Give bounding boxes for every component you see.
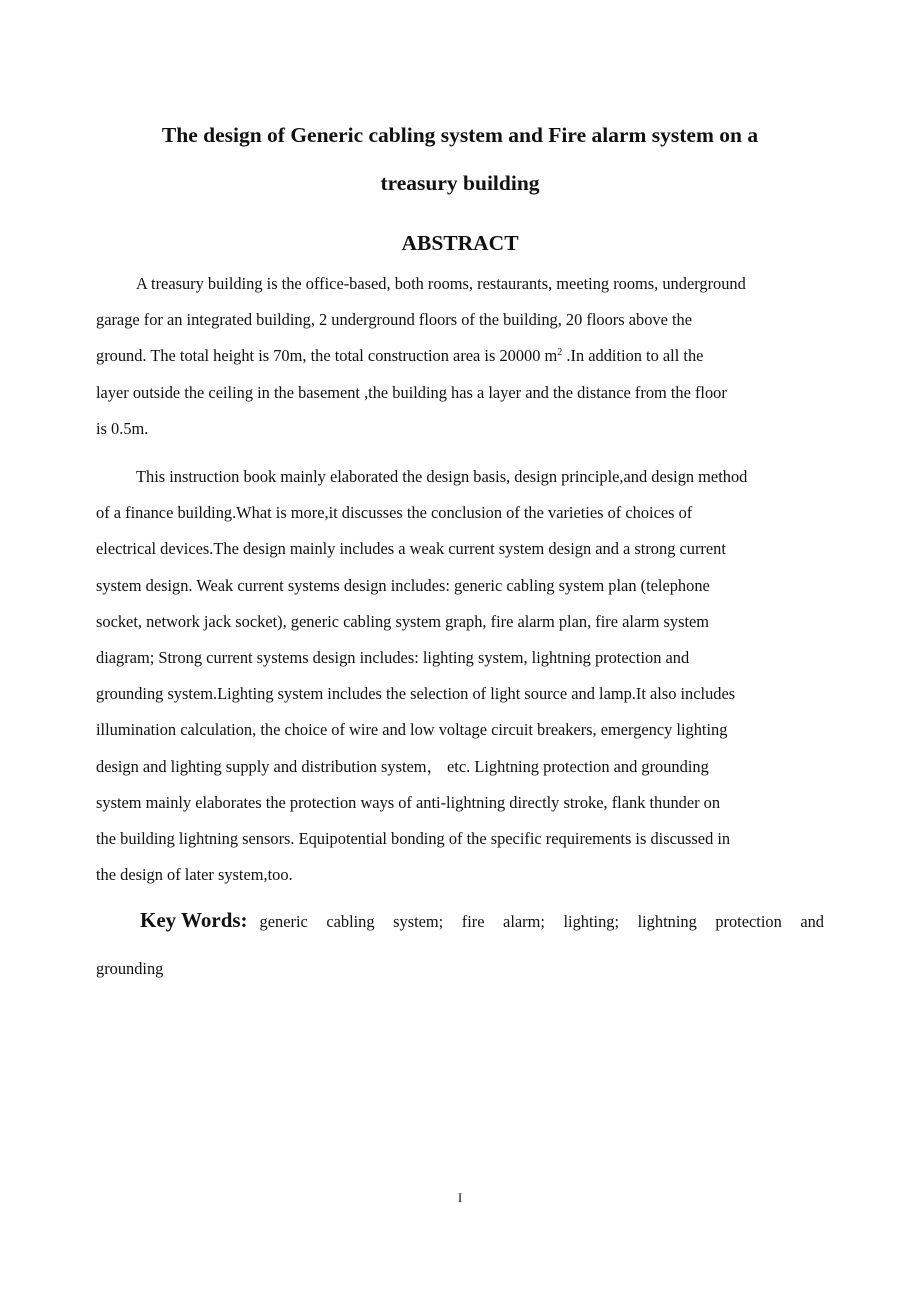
paragraph-line: diagram; Strong current systems design includes: lighting system, lightning protection and — [96, 648, 690, 668]
paragraph-line: This instruction book mainly elaborated the design basis, design principle,and design method — [136, 467, 748, 486]
abstract-paragraph-1 — [96, 266, 824, 447]
paragraph-line: is 0.5m. — [96, 418, 149, 438]
paragraph-line: the design of later system,too. — [96, 865, 293, 885]
paragraph-line: of a finance building.What is more,it discusses the conclusion of the varieties of choices of — [96, 503, 693, 523]
keywords-text-line-2: grounding — [96, 959, 164, 978]
document-title-line-1: The design of Generic cabling system and Fire alarm system on a — [161, 123, 759, 147]
page-number: I — [457, 1190, 463, 1205]
paragraph-line: garage for an integrated building, 2 underground floors of the building, 20 floors above the — [96, 310, 692, 330]
paragraph-line: illumination calculation, the choice of wire and low voltage circuit breakers, emergency lighting — [96, 720, 728, 740]
keywords-text-line-1: generic cabling system; fire alarm; lighting; lightning protection and — [259, 912, 824, 931]
paragraph-line: A treasury building is the office-based, both rooms, restaurants, meeting rooms, underground — [136, 274, 746, 293]
paragraph-line: grounding system.Lighting system includes the selection of light source and lamp.It also includes — [96, 684, 736, 704]
paragraph-line: electrical devices.The design mainly includes a weak current system design and a strong current — [96, 539, 726, 559]
paragraph-line-text: ground. The total height is 70m, the total construction area is 20000 m — [96, 346, 558, 366]
abstract-paragraph-2 — [96, 459, 824, 893]
abstract-heading: ABSTRACT — [401, 231, 519, 255]
paragraph-line: system design. Weak current systems design includes: generic cabling system plan (telephone — [96, 575, 710, 595]
paragraph-line-tail: .In addition to all the — [562, 346, 704, 366]
paragraph-line: the building lightning sensors. Equipotential bonding of the specific requirements is discussed in — [96, 829, 731, 849]
paragraph-line: socket, network jack socket), generic cabling system graph, fire alarm plan, fire alarm system — [96, 611, 710, 631]
keywords-label: Key Words: — [140, 908, 248, 932]
paragraph-line — [96, 338, 824, 374]
paragraph-line: design and lighting supply and distribution system， etc. Lightning protection and grounding — [96, 756, 709, 776]
keywords-section — [96, 908, 824, 988]
superscript-2: 2 — [557, 347, 563, 359]
paragraph-line: system mainly elaborates the protection ways of anti-lightning directly stroke, flank thunder on — [96, 792, 721, 812]
paragraph-line: layer outside the ceiling in the basement ,the building has a layer and the distance from the floor — [96, 382, 727, 402]
document-title-line-2: treasury building — [380, 171, 540, 195]
keywords-line-1 — [96, 908, 824, 950]
